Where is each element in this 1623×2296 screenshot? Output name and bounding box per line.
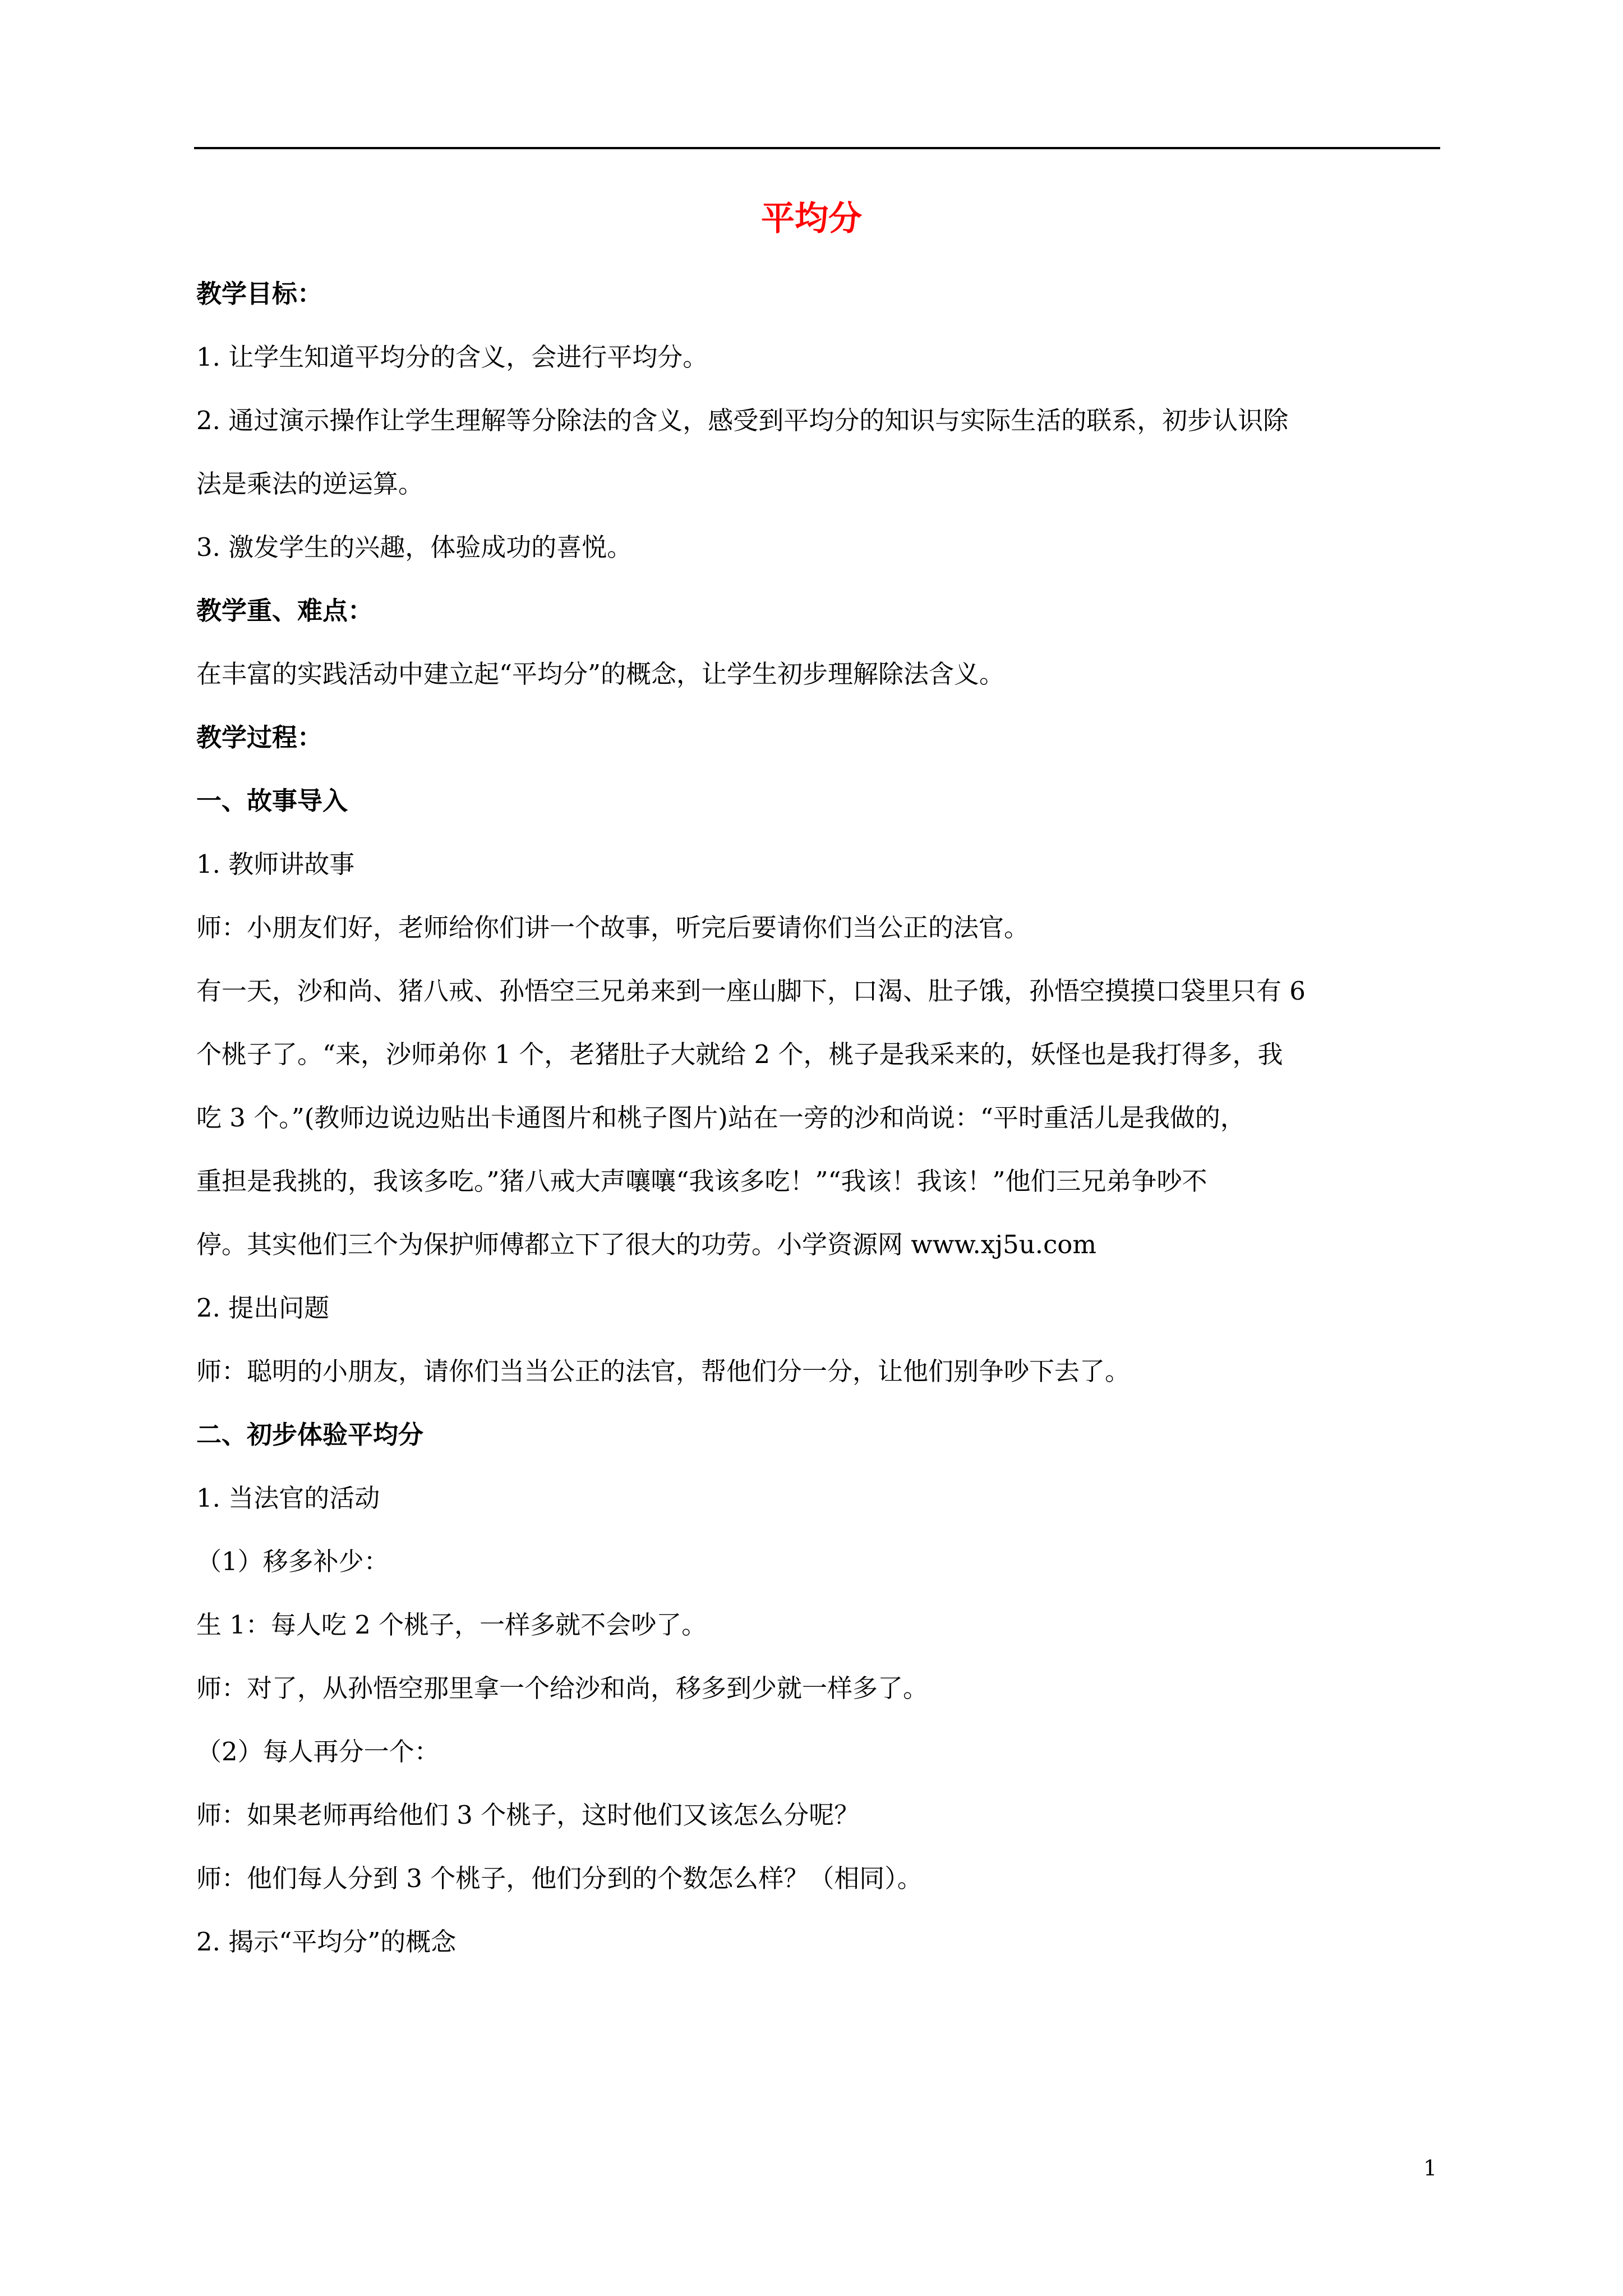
paragraph: 有一天，沙和尚、猪八戒、孙悟空三兄弟来到一座山脚下，口渴、肚子饿，孙悟空摸摸口袋里只有 6 <box>196 976 1306 1006</box>
header-rule <box>194 147 1440 149</box>
paragraph: 重担是我挑的，我该多吃。”猪八戒大声嚷嚷“我该多吃！”“我该！我该！”他们三兄弟争吵不 <box>196 1166 1207 1196</box>
paragraph: （1）移多补少： <box>196 1547 389 1576</box>
paragraph: 吃 3 个。”(教师边说边贴出卡通图片和桃子图片)站在一旁的沙和尚说：“平时重活儿是我做的， <box>196 1103 1246 1133</box>
section-heading-story: 一、故事导入 <box>196 786 348 816</box>
paragraph: 师：他们每人分到 3 个桃子，他们分到的个数怎么样？（相同）。 <box>196 1864 923 1893</box>
section-heading-process: 教学过程： <box>196 723 323 752</box>
paragraph: 1. 教师讲故事 <box>196 849 355 879</box>
paragraph: 法是乘法的逆运算。 <box>196 469 424 499</box>
document-title: 平均分 <box>761 199 862 238</box>
paragraph: 生 1：每人吃 2 个桃子，一样多就不会吵了。 <box>196 1610 707 1640</box>
paragraph: 师：聪明的小朋友，请你们当当公正的法官，帮他们分一分，让他们别争吵下去了。 <box>196 1356 1131 1386</box>
paragraph: 2. 通过演示操作让学生理解等分除法的含义，感受到平均分的知识与实际生活的联系，初步认识除 <box>196 406 1289 435</box>
section-heading-goals: 教学目标： <box>196 279 323 309</box>
section-heading-experience: 二、初步体验平均分 <box>196 1420 424 1450</box>
paragraph: 2. 揭示“平均分”的概念 <box>196 1927 457 1957</box>
paragraph: 3. 激发学生的兴趣，体验成功的喜悦。 <box>196 532 633 562</box>
paragraph: （2）每人再分一个： <box>196 1737 440 1766</box>
page-number: 1 <box>1423 2156 1437 2180</box>
paragraph: 师：如果老师再给他们 3 个桃子，这时他们又该怎么分呢？ <box>196 1800 860 1830</box>
section-heading-keypoints: 教学重、难点： <box>196 596 374 625</box>
paragraph: 在丰富的实践活动中建立起“平均分”的概念，让学生初步理解除法含义。 <box>196 659 1005 689</box>
paragraph: 停。其实他们三个为保护师傅都立下了很大的功劳。小学资源网 www.xj5u.com <box>196 1230 1097 1259</box>
paragraph: 个桃子了。“来，沙师弟你 1 个，老猪肚子大就给 2 个，桃子是我采来的，妖怪也是我打得多，我 <box>196 1039 1283 1069</box>
paragraph: 师：对了，从孙悟空那里拿一个给沙和尚，移多到少就一样多了。 <box>196 1673 929 1703</box>
paragraph: 2. 提出问题 <box>196 1293 330 1323</box>
paragraph: 师：小朋友们好，老师给你们讲一个故事，听完后要请你们当公正的法官。 <box>196 913 1030 942</box>
paragraph: 1. 当法官的活动 <box>196 1483 380 1513</box>
paragraph: 1. 让学生知道平均分的含义，会进行平均分。 <box>196 342 708 372</box>
